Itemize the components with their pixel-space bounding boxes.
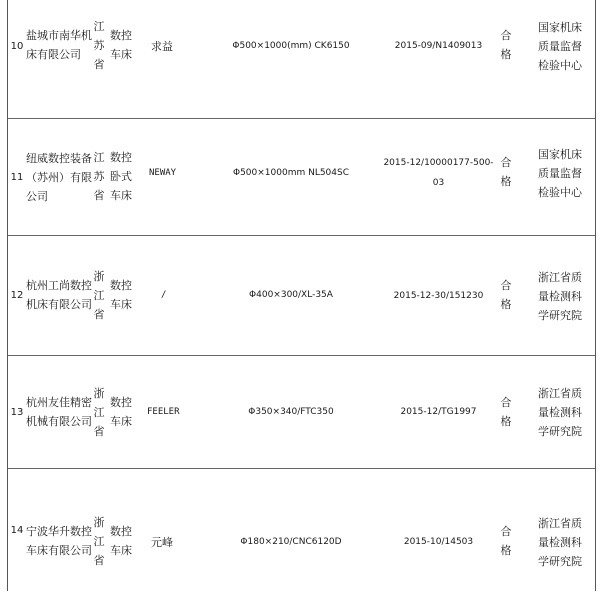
table-row — [8, 0, 595, 119]
table-row — [8, 119, 595, 236]
inspection-result: 合格 — [500, 29, 512, 61]
table-row — [8, 469, 595, 591]
production-batch: 2015-10/14503 — [403, 537, 474, 547]
brand: NEWAY — [149, 167, 177, 178]
model-spec: Φ500×1000(mm) CK6150 — [232, 40, 350, 51]
province: 浙江省 — [93, 515, 105, 567]
production-batch: 2015-12-30/151230 — [393, 290, 484, 301]
testing-agency: 浙江省质量检测科学研究院 — [538, 386, 582, 438]
row-number: 10 — [10, 40, 24, 52]
province: 浙江省 — [93, 386, 105, 438]
model-spec: Φ400×300/XL-35A — [249, 290, 333, 300]
testing-agency: 浙江省质量检测科学研究院 — [538, 516, 582, 568]
product-name: 数控车床 — [110, 525, 132, 557]
product-name: 数控车床 — [110, 29, 132, 61]
table-row — [8, 356, 595, 469]
inspection-result: 合格 — [500, 279, 512, 311]
company-name: 杭州工尚数控机床有限公司 — [26, 279, 92, 311]
row-number: 13 — [10, 406, 24, 418]
company-name: 盐城市南华机床有限公司 — [26, 29, 92, 61]
row-number: 14 — [10, 524, 24, 536]
testing-agency: 国家机床质量监督检验中心 — [538, 147, 582, 199]
province: 江苏省 — [93, 19, 105, 71]
model-spec: Φ180×210/CNC6120D — [240, 536, 342, 547]
province: 江苏省 — [93, 150, 105, 202]
inspection-table — [7, 0, 596, 591]
company-name: 杭州友佳精密机械有限公司 — [26, 396, 92, 428]
row-number: 12 — [10, 290, 24, 301]
province: 浙江省 — [93, 269, 105, 321]
model-spec: Φ350×340/FTC350 — [248, 406, 334, 417]
table-row — [8, 236, 595, 356]
company-name: 纽威数控装备（苏州）有限公司 — [26, 151, 92, 203]
inspection-result: 合格 — [500, 525, 512, 557]
brand: FEELER — [147, 406, 180, 417]
testing-agency: 国家机床质量监督检验中心 — [538, 20, 582, 72]
company-name: 宁波华升数控车床有限公司 — [26, 525, 92, 557]
inspection-result: 合格 — [500, 396, 512, 428]
product-name: 数控卧式车床 — [110, 150, 132, 202]
testing-agency: 浙江省质量检测科学研究院 — [538, 270, 582, 322]
row-number: 11 — [10, 171, 24, 183]
product-name: 数控车床 — [110, 279, 132, 311]
production-batch: 2015-12/10000177-500-03 — [383, 158, 494, 188]
production-batch: 2015-09/N1409013 — [394, 41, 483, 51]
product-name: 数控车床 — [110, 396, 132, 428]
brand: 元峰 — [151, 535, 173, 549]
brand: 求益 — [151, 39, 173, 53]
brand: / — [161, 290, 167, 300]
production-batch: 2015-12/TG1997 — [400, 407, 477, 417]
inspection-result: 合格 — [500, 156, 512, 188]
model-spec: Φ500×1000mm NL504SC — [232, 167, 350, 178]
